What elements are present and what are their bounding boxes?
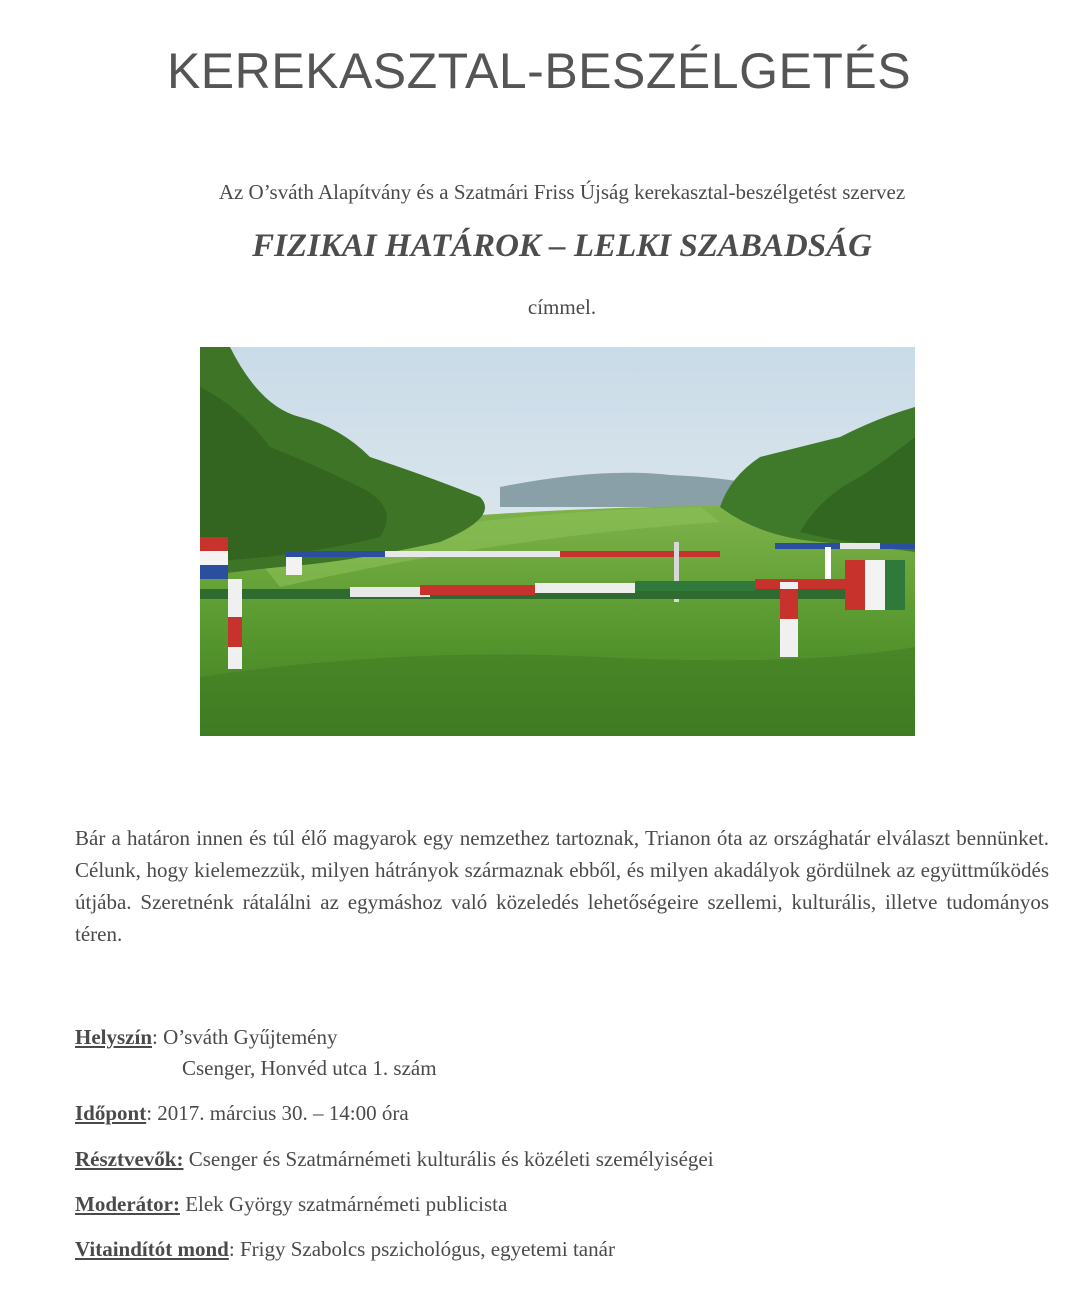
speaker-label: Vitaindítót mond — [75, 1237, 229, 1261]
speaker-separator: : — [228, 1237, 240, 1261]
location-name: O’sváth Gyűjtemény — [163, 1025, 338, 1049]
speaker-row — [75, 1234, 615, 1265]
border-barrier-photo — [200, 347, 915, 736]
time-row — [75, 1098, 409, 1129]
time-value: 2017. március 30. – 14:00 óra — [157, 1101, 409, 1125]
moderator-label: Moderátor: — [75, 1192, 180, 1216]
page-title: KEREKASZTAL-BESZÉLGETÉS — [166, 43, 912, 99]
event-title: FIZIKAI HATÁROK – LELKI SZABADSÁG — [252, 228, 872, 264]
time-label: Időpont — [75, 1101, 147, 1125]
location-separator: : — [152, 1025, 164, 1049]
location-row — [75, 1022, 437, 1084]
intro-text: Az O’sváth Alapítvány és a Szatmári Friss Újság kerekasztal-beszélgetést szervez — [218, 180, 906, 204]
cimmel-text: címmel. — [527, 295, 597, 319]
location-label: Helyszín — [75, 1025, 152, 1049]
moderator-value: Elek György szatmárnémeti publicista — [179, 1192, 508, 1216]
participants-label: Résztvevők: — [75, 1147, 184, 1171]
speaker-value: Frigy Szabolcs pszichológus, egyetemi tanár — [239, 1237, 615, 1261]
moderator-row — [75, 1189, 507, 1220]
participants-value: Csenger és Szatmárnémeti kulturális és közéleti személyiségei — [183, 1147, 714, 1171]
description-paragraph: Bár a határon innen és túl élő magyarok egy nemzethez tartoznak, Trianon óta az országhatár elválaszt bennünket. Célunk, hogy kielemezzük, milyen hátrányok származnak ebből, és milyen akadályok gördülnek az együttműködés útjába. Szeretnénk rátalálni az egymáshoz való közeledés lehetőségeire szellemi, kulturális, illetve tudományos téren. — [75, 826, 1049, 946]
participants-row — [75, 1144, 714, 1175]
location-address: Csenger, Honvéd utca 1. szám — [182, 1056, 437, 1080]
time-separator: : — [146, 1101, 158, 1125]
